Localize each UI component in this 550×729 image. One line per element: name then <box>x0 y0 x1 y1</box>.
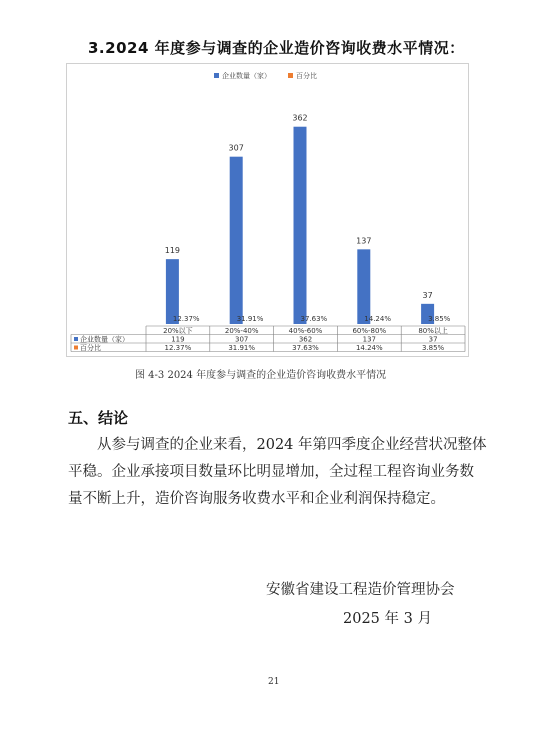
bar-value-label: 137 <box>356 236 372 246</box>
legend-swatch-count <box>214 73 219 78</box>
table-category-label: 40%-60% <box>288 327 323 335</box>
signature-org: 安徽省建设工程造价管理协会 <box>266 582 455 598</box>
bar-value-label: 37 <box>422 290 433 300</box>
bar-percent-label: 14.24% <box>364 315 392 323</box>
legend-label-percent: 百分比 <box>296 72 317 80</box>
bar-count <box>230 157 243 324</box>
table-row-label-percent: 百分比 <box>80 344 101 352</box>
table-percent-cell: 14.24% <box>355 344 383 352</box>
table-category-label: 20%以下 <box>163 327 193 335</box>
table-category-label: 80%以上 <box>418 327 448 335</box>
fee-level-chart <box>66 63 469 357</box>
table-swatch-count <box>74 337 78 341</box>
figure-caption: 图 4-3 2024 年度参与调查的企业造价咨询收费水平情况 <box>135 370 387 381</box>
section-heading: 3.2024 年度参与调查的企业造价咨询收费水平情况： <box>88 39 465 57</box>
bar-count <box>294 127 307 324</box>
bar-percent-label: 31.91% <box>236 315 264 323</box>
table-count-cell: 362 <box>298 335 313 344</box>
conclusion-title: 五、结论 <box>68 409 129 427</box>
table-percent-cell: 3.85% <box>421 344 445 352</box>
table-percent-cell: 12.37% <box>164 344 192 352</box>
legend-swatch-percent <box>288 73 293 78</box>
bar-count <box>357 249 370 324</box>
bar-value-label: 362 <box>292 113 308 123</box>
bar-percent-label: 12.37% <box>172 315 200 323</box>
bar-value-label: 119 <box>164 246 181 256</box>
paragraph-line-1: 从参与调查的企业来看，2024 年第四季度企业经营状况整体 <box>97 437 487 453</box>
paragraph-line-3: 量不断上升，造价咨询服务收费水平和企业利润保持稳定。 <box>68 491 445 507</box>
table-count-cell: 137 <box>362 335 376 344</box>
table-percent-cell: 31.91% <box>228 344 256 352</box>
bar-chart-svg <box>67 64 470 358</box>
conclusion-paragraph <box>68 432 508 513</box>
bar-percent-label: 37.63% <box>300 315 328 323</box>
bar-value-label: 307 <box>228 143 244 153</box>
table-percent-cell: 37.63% <box>292 344 319 352</box>
table-count-cell: 119 <box>171 335 185 344</box>
page-number: 21 <box>268 677 280 687</box>
bar-percent-label: 3.85% <box>428 315 451 323</box>
table-count-cell: 37 <box>428 335 438 344</box>
paragraph-line-2: 平稳。企业承接项目数量环比明显增加，全过程工程咨询业务数 <box>68 464 474 480</box>
table-count-cell: 307 <box>235 335 249 344</box>
table-category-label: 20%-40% <box>224 327 259 335</box>
signature-date: 2025 年 3 月 <box>343 611 432 627</box>
table-swatch-percent <box>74 346 78 350</box>
table-category-label: 60%-80% <box>352 327 387 335</box>
legend-label-count: 企业数量（家） <box>222 72 271 80</box>
table-row-label-count: 企业数量（家） <box>80 335 129 344</box>
